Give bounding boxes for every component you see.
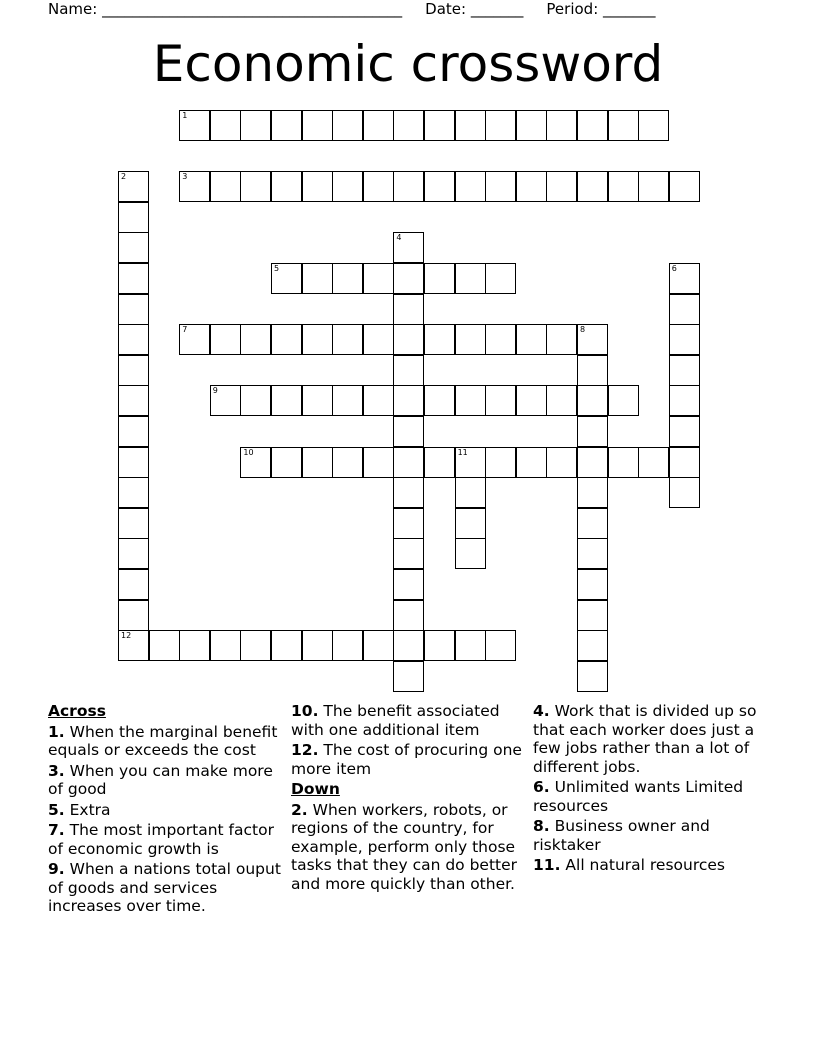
crossword-cell[interactable] [424, 263, 455, 294]
crossword-cell[interactable] [485, 447, 516, 478]
crossword-cell[interactable] [118, 355, 149, 386]
crossword-cell[interactable] [302, 171, 333, 202]
crossword-cell[interactable] [608, 171, 639, 202]
crossword-cell[interactable] [608, 447, 639, 478]
crossword-cell[interactable] [393, 294, 424, 325]
clue-number: 3 [182, 172, 188, 182]
crossword-cell[interactable] [393, 385, 424, 416]
crossword-cell[interactable] [118, 630, 149, 661]
crossword-cell[interactable] [577, 569, 608, 600]
crossword-cell[interactable] [302, 110, 333, 141]
crossword-cell[interactable] [332, 630, 363, 661]
crossword-cell[interactable] [485, 110, 516, 141]
crossword-cell[interactable] [546, 171, 577, 202]
crossword-cell[interactable] [455, 477, 486, 508]
crossword-cell[interactable] [577, 324, 608, 355]
crossword-cell[interactable] [424, 110, 455, 141]
crossword-cell[interactable] [332, 171, 363, 202]
clue-number: 2 [121, 172, 127, 182]
crossword-cell[interactable] [608, 385, 639, 416]
crossword-cell[interactable] [577, 110, 608, 141]
crossword-cell[interactable] [393, 171, 424, 202]
crossword-cell[interactable] [516, 385, 547, 416]
clue-down-6: 6. Unlimited wants Limited resources [533, 778, 744, 815]
crossword-cell[interactable] [271, 263, 302, 294]
clue-number: 8 [580, 325, 586, 335]
crossword-cell[interactable] [516, 110, 547, 141]
crossword-cell[interactable] [455, 538, 486, 569]
crossword-cell[interactable] [485, 324, 516, 355]
crossword-cell[interactable] [240, 171, 271, 202]
crossword-cell[interactable] [271, 324, 302, 355]
crossword-cell[interactable] [577, 385, 608, 416]
crossword-cell[interactable] [455, 508, 486, 539]
crossword-cell[interactable] [424, 324, 455, 355]
crossword-cell[interactable] [546, 385, 577, 416]
crossword-cell[interactable] [118, 324, 149, 355]
clue-number: 7 [182, 325, 188, 335]
crossword-cell[interactable] [363, 385, 394, 416]
crossword-cell[interactable] [271, 447, 302, 478]
crossword-cell[interactable] [455, 263, 486, 294]
crossword-cell[interactable] [577, 508, 608, 539]
clue-number: 5 [274, 264, 280, 273]
crossword-cell[interactable] [455, 324, 486, 355]
crossword-cell[interactable] [271, 385, 302, 416]
crossword-cell[interactable] [393, 263, 424, 294]
crossword-cell[interactable] [363, 263, 394, 294]
crossword-cell[interactable] [118, 447, 149, 478]
crossword-cell[interactable] [118, 477, 149, 508]
crossword-cell[interactable] [363, 447, 394, 478]
crossword-cell[interactable] [179, 110, 210, 141]
crossword-cell[interactable] [485, 385, 516, 416]
crossword-cell[interactable] [424, 385, 455, 416]
crossword-cell[interactable] [332, 263, 363, 294]
crossword-cell[interactable] [210, 324, 241, 355]
page-title: Economic crossword [152, 35, 664, 93]
clue-number: 6 [671, 264, 677, 273]
crossword-cell[interactable] [271, 171, 302, 202]
crossword-cell[interactable] [669, 385, 700, 416]
crossword-cell[interactable] [577, 416, 608, 447]
crossword-cell[interactable] [393, 661, 424, 692]
crossword-cell[interactable] [302, 385, 333, 416]
crossword-cell[interactable] [363, 630, 394, 661]
crossword-cell[interactable] [393, 232, 424, 263]
clues-column-2 [291, 702, 527, 895]
crossword-cell[interactable] [271, 630, 302, 661]
crossword-cell[interactable] [240, 110, 271, 141]
crossword-cell[interactable] [179, 324, 210, 355]
crossword-cell[interactable] [485, 263, 516, 294]
clues-column-3 [533, 702, 773, 877]
date-field-label[interactable]: Date: _______ [425, 0, 524, 18]
crossword-cell[interactable] [669, 447, 700, 478]
crossword-cell[interactable] [393, 324, 424, 355]
crossword-cell[interactable] [577, 600, 608, 631]
crossword-cell[interactable] [118, 538, 149, 569]
crossword-cell[interactable] [179, 171, 210, 202]
clue-across-5: 5. Extra [48, 800, 111, 819]
crossword-cell[interactable] [424, 171, 455, 202]
across-heading: Across [48, 702, 106, 720]
clue-down-2: 2. When workers, robots, or regions of the country, for example, perform only those tasks that they can do better and more quickly than other. [291, 800, 518, 893]
crossword-cell[interactable] [393, 538, 424, 569]
crossword-cell[interactable] [577, 447, 608, 478]
crossword-cell[interactable] [455, 385, 486, 416]
crossword-cell[interactable] [393, 600, 424, 631]
clue-across-10: 10. The benefit associated with one additional item [291, 702, 500, 739]
crossword-cell[interactable] [332, 110, 363, 141]
crossword-cell[interactable] [669, 263, 700, 294]
clue-down-11: 11. All natural resources [533, 856, 725, 874]
crossword-cell[interactable] [485, 171, 516, 202]
crossword-cell[interactable] [393, 447, 424, 478]
crossword-cell[interactable] [669, 477, 700, 508]
crossword-cell[interactable] [210, 110, 241, 141]
crossword-cell[interactable] [149, 630, 180, 661]
clue-across-7: 7. The most important factor of economic growth is [48, 821, 274, 858]
clue-number: 10 [243, 447, 254, 457]
crossword-cell[interactable] [118, 569, 149, 600]
clue-number: 11 [457, 447, 468, 457]
crossword-cell[interactable] [424, 447, 455, 478]
clue-number: 4 [396, 233, 402, 243]
crossword-cell[interactable] [210, 630, 241, 661]
crossword-cell[interactable] [118, 294, 149, 325]
crossword-cell[interactable] [608, 110, 639, 141]
clue-across-9: 9. When a nations total ouput of goods and services increases over time. [48, 860, 281, 915]
crossword-cell[interactable] [669, 171, 700, 202]
crossword-cell[interactable] [179, 630, 210, 661]
crossword-cell[interactable] [485, 630, 516, 661]
crossword-cell[interactable] [393, 416, 424, 447]
crossword-cell[interactable] [393, 110, 424, 141]
crossword-cell[interactable] [393, 477, 424, 508]
crossword-cell[interactable] [546, 447, 577, 478]
crossword-cell[interactable] [516, 447, 547, 478]
crossword-cell[interactable] [363, 171, 394, 202]
crossword-cell[interactable] [638, 110, 669, 141]
crossword-cell[interactable] [118, 202, 149, 233]
clue-down-8: 8. Business owner and risktaker [533, 817, 710, 854]
crossword-cell[interactable] [240, 447, 271, 478]
clue-across-1: 1. When the marginal benefit equals or exceeds the cost [48, 722, 278, 759]
crossword-cell[interactable] [118, 263, 149, 294]
clue-number: 9 [212, 386, 218, 396]
crossword-cell[interactable] [332, 324, 363, 355]
crossword-cell[interactable] [577, 630, 608, 661]
clue-number: 12 [121, 631, 132, 641]
crossword-cell[interactable] [393, 630, 424, 661]
crossword-cell[interactable] [118, 232, 149, 263]
crossword-cell[interactable] [455, 171, 486, 202]
crossword-cell[interactable] [638, 171, 669, 202]
crossword-cell[interactable] [577, 538, 608, 569]
crossword-cell[interactable] [118, 600, 149, 631]
crossword-cell[interactable] [577, 171, 608, 202]
clue-across-3: 3. When you can make more of good [48, 761, 273, 798]
crossword-cell[interactable] [302, 263, 333, 294]
crossword-cell[interactable] [455, 110, 486, 141]
crossword-cell[interactable] [118, 171, 149, 202]
crossword-cell[interactable] [240, 324, 271, 355]
crossword-cell[interactable] [638, 447, 669, 478]
crossword-cell[interactable] [118, 416, 149, 447]
crossword-cell[interactable] [577, 477, 608, 508]
crossword-cell[interactable] [118, 385, 149, 416]
period-field-label[interactable]: Period: _______ [546, 0, 656, 18]
crossword-cell[interactable] [118, 508, 149, 539]
crossword-cell[interactable] [393, 569, 424, 600]
crossword-cell[interactable] [393, 355, 424, 386]
crossword-cell[interactable] [546, 324, 577, 355]
clue-down-4: 4. Work that is divided up so that each worker does just a few jobs rather than a lot of different jobs. [533, 702, 757, 776]
crossword-cell[interactable] [302, 630, 333, 661]
crossword-cell[interactable] [302, 447, 333, 478]
crossword-cell[interactable] [240, 385, 271, 416]
crossword-cell[interactable] [455, 630, 486, 661]
clue-number: 1 [182, 111, 188, 120]
clues-column-1 [48, 702, 284, 918]
crossword-cell[interactable] [577, 355, 608, 386]
crossword-cell[interactable] [363, 110, 394, 141]
crossword-cell[interactable] [669, 324, 700, 355]
crossword-cell[interactable] [240, 630, 271, 661]
crossword-cell[interactable] [669, 416, 700, 447]
crossword-cell[interactable] [332, 447, 363, 478]
crossword-cell[interactable] [669, 355, 700, 386]
clue-across-12: 12. The cost of procuring one more item [291, 741, 522, 778]
crossword-cell[interactable] [516, 324, 547, 355]
crossword-cell[interactable] [669, 294, 700, 325]
crossword-cell[interactable] [210, 385, 241, 416]
crossword-cell[interactable] [332, 385, 363, 416]
crossword-cell[interactable] [455, 447, 486, 478]
down-heading: Down [291, 780, 340, 798]
crossword-cell[interactable] [363, 324, 394, 355]
crossword-cell[interactable] [271, 110, 302, 141]
crossword-cell[interactable] [577, 661, 608, 692]
crossword-cell[interactable] [302, 324, 333, 355]
crossword-cell[interactable] [546, 110, 577, 141]
crossword-cell[interactable] [516, 171, 547, 202]
crossword-cell[interactable] [210, 171, 241, 202]
name-field-label[interactable]: Name: ________________________________________ [48, 0, 403, 18]
crossword-cell[interactable] [393, 508, 424, 539]
crossword-cell[interactable] [424, 630, 455, 661]
